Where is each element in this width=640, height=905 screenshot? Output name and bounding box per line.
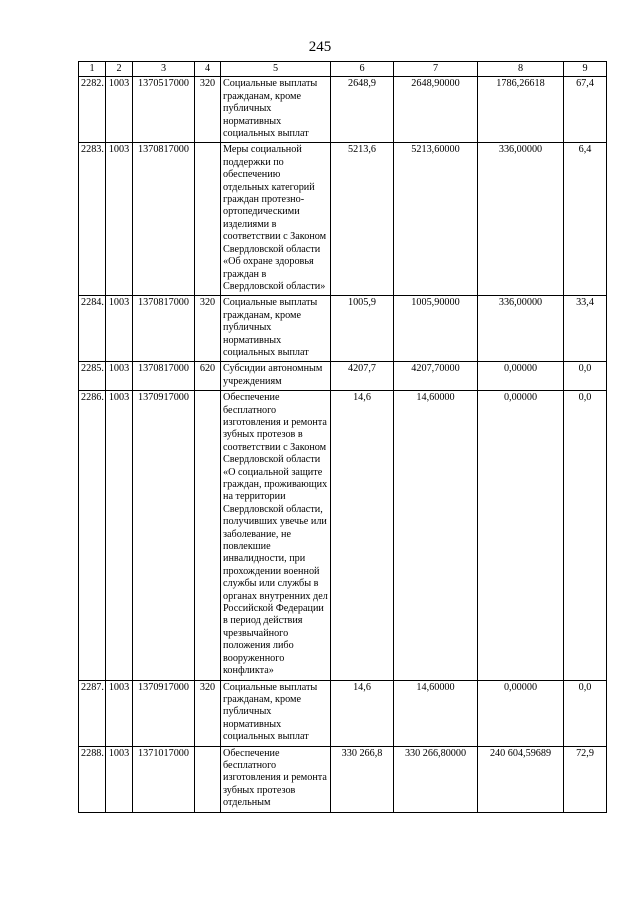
table-body bbox=[79, 77, 607, 812]
expense-type-cell: 320 bbox=[195, 77, 221, 143]
refined-amount-cell: 4207,70000 bbox=[394, 362, 478, 391]
percent-cell: 33,4 bbox=[564, 296, 607, 362]
plan-amount-cell: 4207,7 bbox=[331, 362, 394, 391]
target-code-cell: 1370917000 bbox=[133, 680, 195, 746]
table-row bbox=[79, 296, 607, 362]
expense-type-cell: 320 bbox=[195, 296, 221, 362]
executed-amount-cell: 0,00000 bbox=[478, 391, 564, 680]
plan-amount-cell: 14,6 bbox=[331, 680, 394, 746]
header-cell: 3 bbox=[133, 62, 195, 77]
section-code-cell: 1003 bbox=[106, 296, 133, 362]
percent-cell: 6,4 bbox=[564, 143, 607, 296]
table-row bbox=[79, 746, 607, 812]
section-code-cell: 1003 bbox=[106, 391, 133, 680]
table-row bbox=[79, 391, 607, 680]
header-cell: 6 bbox=[331, 62, 394, 77]
description-cell: Обеспечение бесплатного изготовления и ремонта зубных протезов отдельным bbox=[221, 746, 331, 812]
refined-amount-cell: 5213,60000 bbox=[394, 143, 478, 296]
percent-cell: 67,4 bbox=[564, 77, 607, 143]
page-number: 245 bbox=[308, 39, 332, 55]
executed-amount-cell: 0,00000 bbox=[478, 362, 564, 391]
plan-amount-cell: 330 266,8 bbox=[331, 746, 394, 812]
plan-amount-cell: 1005,9 bbox=[331, 296, 394, 362]
row-number-cell: 2287. bbox=[79, 680, 106, 746]
percent-cell: 0,0 bbox=[564, 362, 607, 391]
target-code-cell: 1370817000 bbox=[133, 362, 195, 391]
row-number-cell: 2284. bbox=[79, 296, 106, 362]
section-code-cell: 1003 bbox=[106, 362, 133, 391]
executed-amount-cell: 336,00000 bbox=[478, 296, 564, 362]
section-code-cell: 1003 bbox=[106, 77, 133, 143]
header-cell: 2 bbox=[106, 62, 133, 77]
header-cell: 1 bbox=[79, 62, 106, 77]
percent-cell: 72,9 bbox=[564, 746, 607, 812]
budget-table bbox=[78, 61, 607, 813]
target-code-cell: 1370917000 bbox=[133, 391, 195, 680]
header-cell: 8 bbox=[478, 62, 564, 77]
row-number-cell: 2285. bbox=[79, 362, 106, 391]
target-code-cell: 1371017000 bbox=[133, 746, 195, 812]
description-cell: Социальные выплаты гражданам, кроме публичных нормативных социальных выплат bbox=[221, 77, 331, 143]
plan-amount-cell: 2648,9 bbox=[331, 77, 394, 143]
description-cell: Меры социальной поддержки по обеспечению отдельных категорий граждан протезно-ортопедическими изделиями в соответствии с Законом Свердловской области «Об охране здоровья граждан в Свердловской области» bbox=[221, 143, 331, 296]
section-code-cell: 1003 bbox=[106, 143, 133, 296]
description-cell: Социальные выплаты гражданам, кроме публичных нормативных социальных выплат bbox=[221, 680, 331, 746]
refined-amount-cell: 14,60000 bbox=[394, 680, 478, 746]
executed-amount-cell: 336,00000 bbox=[478, 143, 564, 296]
expense-type-cell bbox=[195, 143, 221, 296]
expense-type-cell bbox=[195, 746, 221, 812]
target-code-cell: 1370817000 bbox=[133, 143, 195, 296]
plan-amount-cell: 5213,6 bbox=[331, 143, 394, 296]
expense-type-cell: 620 bbox=[195, 362, 221, 391]
description-cell: Социальные выплаты гражданам, кроме публичных нормативных социальных выплат bbox=[221, 296, 331, 362]
plan-amount-cell: 14,6 bbox=[331, 391, 394, 680]
section-code-cell: 1003 bbox=[106, 680, 133, 746]
percent-cell: 0,0 bbox=[564, 680, 607, 746]
header-cell: 7 bbox=[394, 62, 478, 77]
description-cell: Субсидии автономным учреждениям bbox=[221, 362, 331, 391]
target-code-cell: 1370517000 bbox=[133, 77, 195, 143]
table-row bbox=[79, 143, 607, 296]
table-row bbox=[79, 680, 607, 746]
expense-type-cell bbox=[195, 391, 221, 680]
refined-amount-cell: 14,60000 bbox=[394, 391, 478, 680]
header-cell: 4 bbox=[195, 62, 221, 77]
target-code-cell: 1370817000 bbox=[133, 296, 195, 362]
refined-amount-cell: 2648,90000 bbox=[394, 77, 478, 143]
expense-type-cell: 320 bbox=[195, 680, 221, 746]
header-row bbox=[79, 62, 607, 77]
row-number-cell: 2282. bbox=[79, 77, 106, 143]
header-cell: 9 bbox=[564, 62, 607, 77]
row-number-cell: 2288. bbox=[79, 746, 106, 812]
executed-amount-cell: 1786,26618 bbox=[478, 77, 564, 143]
description-cell: Обеспечение бесплатного изготовления и ремонта зубных протезов в соответствии с Законом Свердловской области «О социальной защите граждан, проживающих на территории Свердловской области, получивших увечье или заболевание, не повлекшие инвалидности, при прохождении военной службы или службы в органах внутренних дел Российской Федерации в период действия чрезвычайного положения либо вооруженного конфликта» bbox=[221, 391, 331, 680]
refined-amount-cell: 1005,90000 bbox=[394, 296, 478, 362]
row-number-cell: 2283. bbox=[79, 143, 106, 296]
executed-amount-cell: 240 604,59689 bbox=[478, 746, 564, 812]
section-code-cell: 1003 bbox=[106, 746, 133, 812]
executed-amount-cell: 0,00000 bbox=[478, 680, 564, 746]
header-cell: 5 bbox=[221, 62, 331, 77]
table-row bbox=[79, 362, 607, 391]
table-row bbox=[79, 77, 607, 143]
row-number-cell: 2286. bbox=[79, 391, 106, 680]
refined-amount-cell: 330 266,80000 bbox=[394, 746, 478, 812]
percent-cell: 0,0 bbox=[564, 391, 607, 680]
